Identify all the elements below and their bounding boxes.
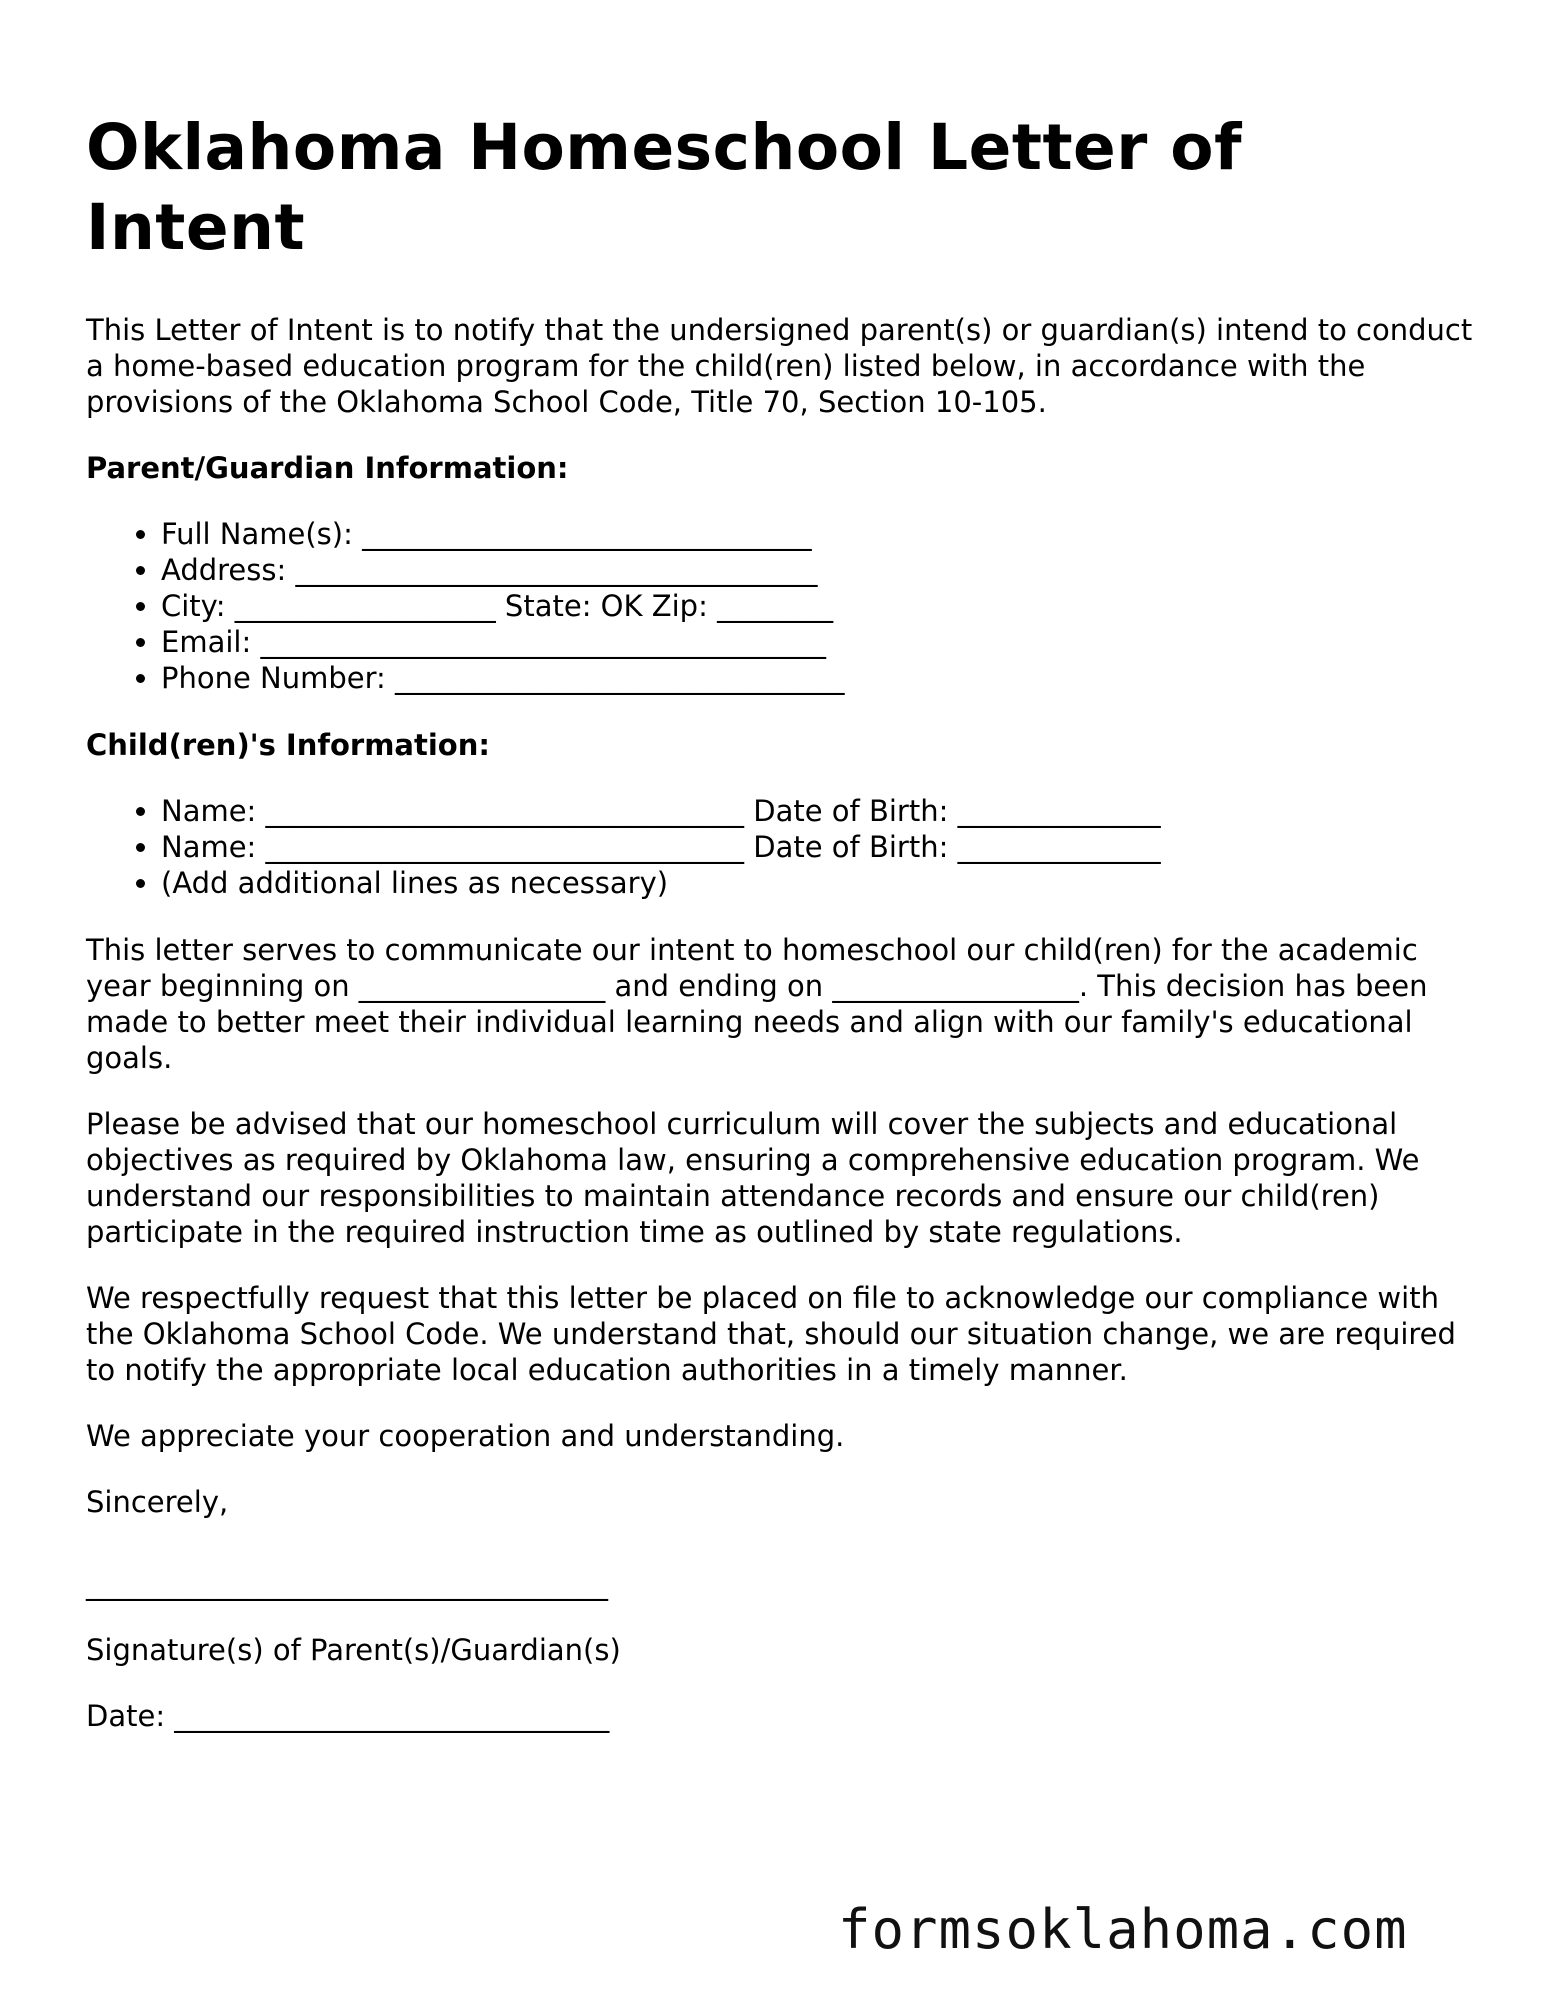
parent-section-heading: Parent/Guardian Information: xyxy=(86,451,569,485)
children-section-heading: Child(ren)'s Information: xyxy=(86,728,490,762)
curriculum-paragraph: Please be advised that our homeschool curriculum will cover the subjects and educational objectives as required by Oklahoma law, ensuring a comprehensive education program. We understand our responsibilities to maintain attendance records and ensure our child(ren) participate in the required instruction time as outlined by state regulations. xyxy=(86,1107,1420,1249)
parent-phone-field: • Phone Number: _______________________________ xyxy=(161,660,1476,696)
site-watermark: formsoklahoma.com xyxy=(838,1898,1408,1961)
closing-text: Sincerely, xyxy=(86,1485,229,1519)
intent-paragraph: This letter serves to communicate our intent to homeschool our child(ren) for the academic year beginning on _________________ and ending on _________________. This decision has been made to better meet their individual learning needs and align with our family's educational goals. xyxy=(86,933,1428,1075)
document-page xyxy=(86,108,1476,1764)
intro-paragraph: This Letter of Intent is to notify that the undersigned parent(s) or guardian(s) intend to conduct a home-based education program for the child(ren) listed below, in accordance with the provisions of the Oklahoma School Code, Title 70, Section 10-105. xyxy=(86,313,1473,419)
signature-label: Signature(s) of Parent(s)/Guardian(s) xyxy=(86,1633,621,1667)
date-field: Date: ______________________________ xyxy=(86,1699,610,1733)
child-entry-1: • Name: _________________________________ Date of Birth: ______________ xyxy=(161,793,1476,829)
parent-email-field: • Email: _______________________________________ xyxy=(161,624,1476,660)
child-entry-note: • (Add additional lines as necessary) xyxy=(161,865,1476,901)
appreciation-paragraph: We appreciate your cooperation and understanding. xyxy=(86,1419,845,1453)
child-entry-2: • Name: _________________________________ Date of Birth: ______________ xyxy=(161,829,1476,865)
parent-info-list xyxy=(86,516,1476,696)
children-info-list xyxy=(86,793,1476,901)
document-title: Oklahoma Homeschool Letter of Intent xyxy=(86,111,1242,264)
signature-line: ____________________________________ xyxy=(86,1567,608,1601)
parent-address-field: • Address: ____________________________________ xyxy=(161,552,1476,588)
parent-city-state-zip-field: • City: __________________ State: OK Zip: ________ xyxy=(161,588,1476,624)
parent-full-name-field: • Full Name(s): _______________________________ xyxy=(161,516,1476,552)
request-paragraph: We respectfully request that this letter be placed on file to acknowledge our compliance with the Oklahoma School Code. We understand that, should our situation change, we are required to notify the appropriate local education authorities in a timely manner. xyxy=(86,1281,1456,1387)
